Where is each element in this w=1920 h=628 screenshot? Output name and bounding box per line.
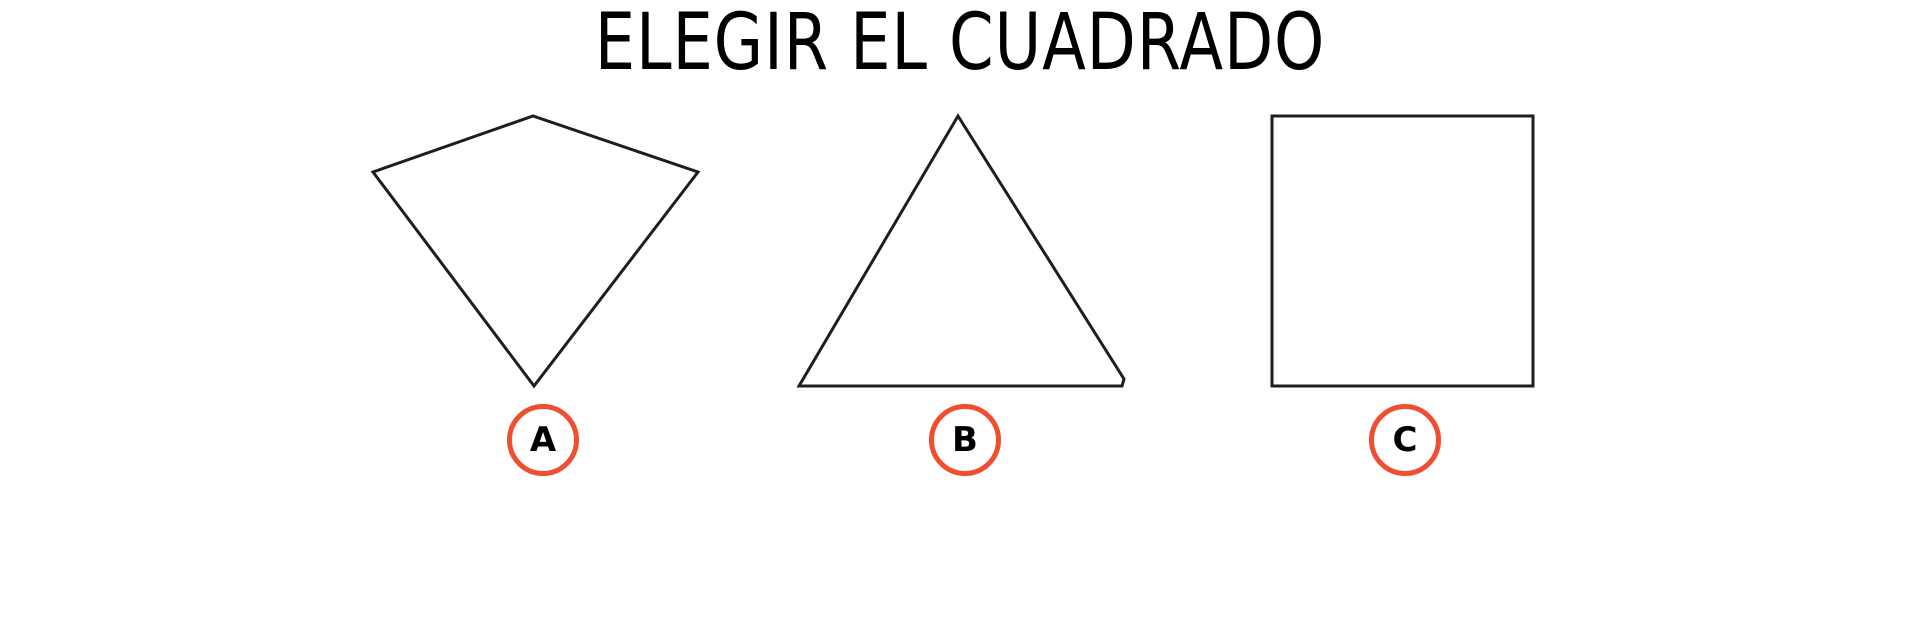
option-a-button[interactable] — [507, 404, 579, 476]
page-title: ELEGIR EL CUADRADO — [594, 0, 1326, 88]
kite-shape[interactable] — [373, 116, 698, 386]
triangle-shape[interactable] — [799, 116, 1124, 386]
option-b-button[interactable] — [929, 404, 1001, 476]
option-c-label: C — [1392, 420, 1418, 460]
option-c-button[interactable] — [1369, 404, 1441, 476]
square-shape[interactable] — [1272, 116, 1533, 386]
option-a-label: A — [529, 420, 557, 460]
option-b-label: B — [952, 420, 978, 460]
